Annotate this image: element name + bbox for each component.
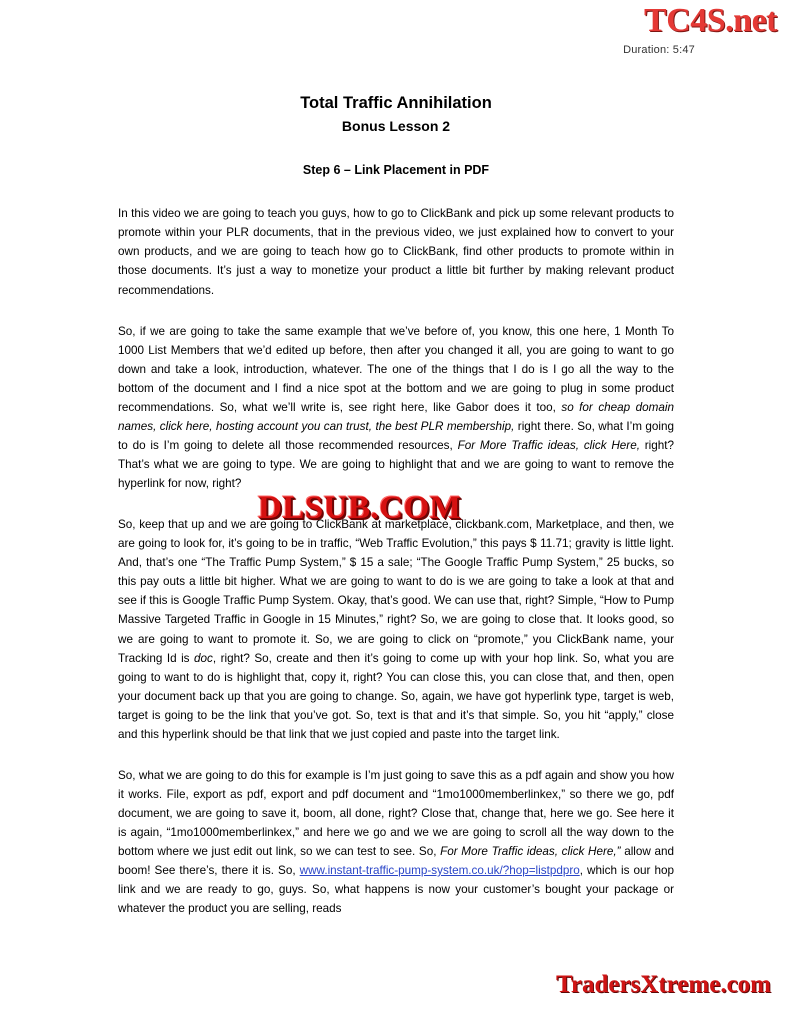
duration-label: Duration: 5:47 (623, 44, 695, 56)
paragraph-2 (118, 322, 674, 494)
watermark-top-right: TC4S.net (644, 2, 777, 39)
page-subtitle: Bonus Lesson 2 (341, 118, 451, 135)
body-text-run: right? That’s what we are going to type. We are going to highlight that and we are going to want to remove the hyperlink for now, right? (118, 438, 675, 491)
body-text-run: In this video we are going to teach you guys, how to go to ClickBank and pick up some relevant products to promote within your PLR documents, that in the previous video, we just explained how to convert to your own products, and we are going to teach how go to ClickBank, find other products to promote within in those documents. It’s just a way to monetize your product a little bit further by making relevant product recommendations. (118, 207, 674, 297)
hop-link[interactable]: www.instant-traffic-pump-system.co.uk/?hop=listpdpro (299, 864, 580, 878)
paragraph-4 (118, 766, 674, 919)
body-text-run: , which is our hop link and we are ready to go, guys. So, what happens is now your customer’s bought your package or whatever the product you are selling, reads (118, 864, 675, 916)
body-text-run: So, keep that up and we are going to ClickBank at marketplace, clickbank.com, Marketplace, and then, we are going to look for, it’s going to be in traffic, “Web Traffic Evolution,” this pays $ 11.71; gravity is little light. And, that’s one “The Traffic Pump System,” $ 15 a sale; “The Google Traffic Pump System,” 25 bucks, so this pay outs a little bit higher. What we are going to want to do is we are going to take a look at that and see if this is Google Traffic Pump System. Okay, that’s good. We can use that, right? Simple, “How to Pump Massive Targeted Traffic in Google in 15 Minutes,” right? So, we are going to close that. It looks good, so we are going to want to promote it. So, we are going to click on “promote,” you ClickBank name, your Tracking Id is (118, 518, 674, 665)
emphasis-text: so for cheap domain names, click here, hosting account you can trust, the best PLR membership, (118, 400, 674, 433)
body-text-run: So, if we are going to take the same example that we’ve before of, you know, this one here, 1 Month To 1000 List Members that we’d edited up before, then after you changed it all, you are going to want to go down and take a look, introduction, whatever. The one of the things that I do is I go all the way to the bottom of the document and I find a nice spot at the bottom and we are going to plug in some product recommendations. So, what we’ll write is, see right here, like Gabor does it too, (118, 324, 674, 414)
paragraph-3 (118, 515, 674, 744)
emphasis-text: For More Traffic ideas, click Here,” (440, 845, 621, 859)
watermark-center: DLSUB.COM (258, 490, 462, 526)
emphasis-text: For More Traffic ideas, click Here, (457, 438, 640, 452)
paragraph-1 (118, 204, 674, 299)
watermark-bottom-right: TradersXtreme.com (556, 971, 771, 998)
emphasis-text: doc (194, 651, 213, 665)
step-heading: Step 6 – Link Placement in PDF (302, 163, 490, 178)
page-title: Total Traffic Annihilation (300, 94, 492, 112)
body-text-run: So, what we are going to do this for example is I’m just going to save this as a pdf again and show you how it works. File, export as pdf, export and pdf document and “1mo1000memberlinkex,” so there we go, pdf document, we are going to save it, boom, all done, right? Close that, change that, here we go. See here it is again, “1mo1000memberlinkex,” and here we go and we we are going to scroll all the way down to the bottom where we just edit out link, so we can test to see. So, (118, 768, 674, 859)
body-text-run: allow and boom! See there’s, there it is. So, (118, 845, 674, 878)
body-text-run: , right? So, create and then it’s going to come up with your hop link. So, what you are going to want to do is highlight that, copy it, right? You can close this, you can close that, and then, open your document back up that you are going to change. So, again, we have got hyperlink type, target is web, target is going to be the link that you’ve got. So, text is that and it’s that simple. So, you hit “apply,” close and this hyperlink should be that link that we just copied and paste into the target link. (118, 651, 674, 741)
body-text-run: right there. So, what I’m going to do is I’m going to delete all those recommended resources, (118, 419, 675, 452)
